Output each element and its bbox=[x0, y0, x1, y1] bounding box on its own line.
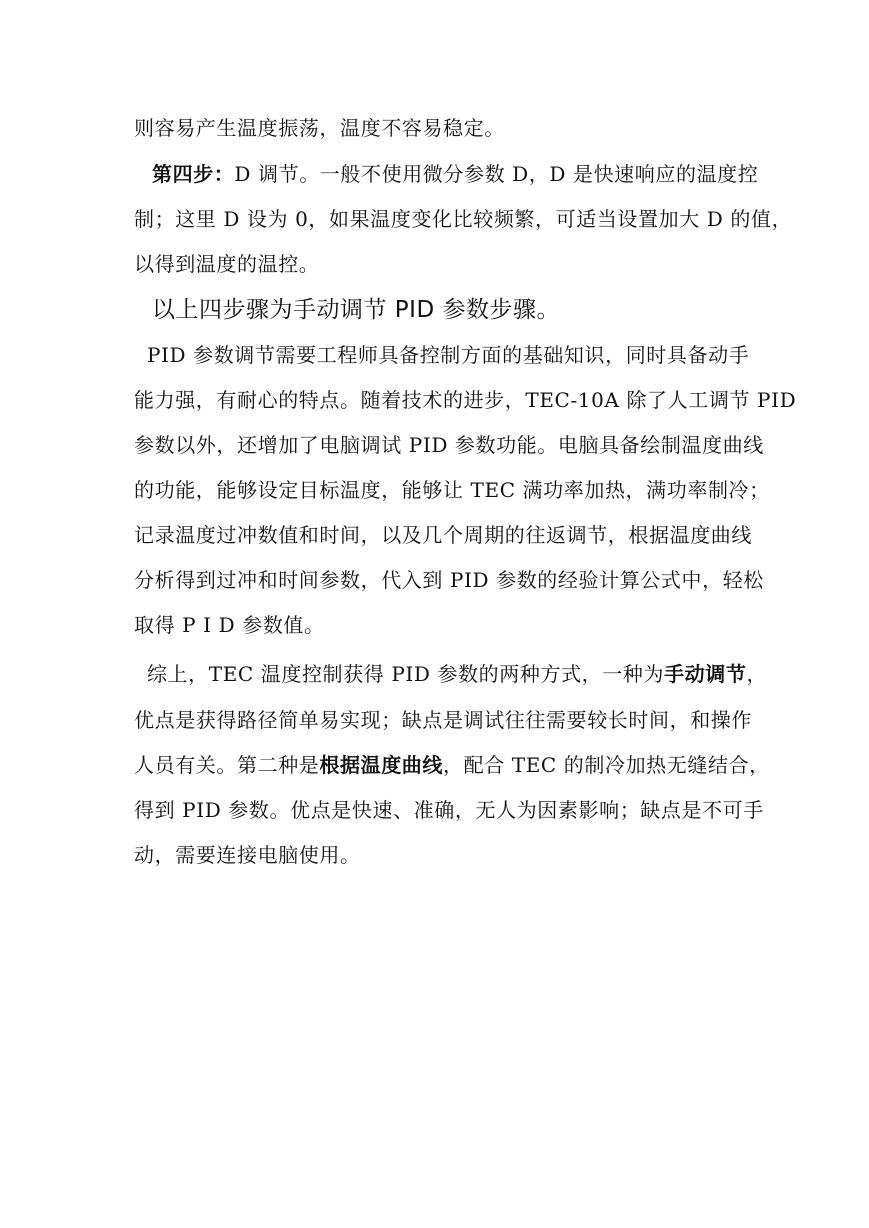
summary-line-3 bbox=[134, 753, 770, 777]
step4-line-3: 以得到温度的温控。 bbox=[134, 252, 320, 276]
pid-paragraph-line-2: 能力强，有耐心的特点。随着技术的进步，TEC-10A 除了人工调节 PID bbox=[134, 388, 797, 412]
step4-line-2: 制；这里 D 设为 0，如果温度变化比较频繁，可适当设置加大 D 的值， bbox=[134, 207, 793, 231]
pid-paragraph-line-6: 分析得到过冲和时间参数，代入到 PID 参数的经验计算公式中，轻松 bbox=[134, 568, 764, 592]
pid-paragraph-line-4: 的功能，能够设定目标温度，能够让 TEC 满功率加热，满功率制冷； bbox=[134, 478, 770, 502]
pid-paragraph-line-1: PID 参数调节需要工程师具备控制方面的基础知识，同时具备动手 bbox=[140, 343, 750, 367]
step4-line-1-text: D 调节。一般不使用微分参数 D，D 是快速响应的温度控 bbox=[234, 162, 759, 186]
summary-line-3-pre: 人员有关。第二种是 bbox=[134, 753, 320, 777]
summary-line-1-pre: 综上，TEC 温度控制获得 PID 参数的两种方式，一种为 bbox=[140, 662, 665, 686]
pid-paragraph-line-5: 记录温度过冲数值和时间，以及几个周期的往返调节，根据温度曲线 bbox=[134, 523, 752, 547]
summary-line-5: 动，需要连接电脑使用。 bbox=[134, 843, 361, 867]
summary-manual-tuning: 手动调节 bbox=[664, 662, 747, 686]
summary-line-1 bbox=[140, 662, 767, 686]
summary-temperature-curve: 根据温度曲线 bbox=[319, 753, 444, 777]
step4-label: 第四步： bbox=[152, 162, 235, 186]
prev-paragraph-line: 则容易产生温度振荡，温度不容易稳定。 bbox=[134, 116, 505, 140]
step4-line-1 bbox=[152, 162, 758, 186]
summary-line-1-post: ， bbox=[746, 662, 768, 686]
pid-paragraph-line-7: 取得 P I D 参数值。 bbox=[134, 613, 325, 637]
summary-line-2: 优点是获得路径简单易实现；缺点是调试往往需要较长时间，和操作 bbox=[134, 708, 752, 732]
section-heading: 以上四步骤为手动调节 PID 参数步骤。 bbox=[152, 297, 560, 323]
summary-line-3-post: ，配合 TEC 的制冷加热无缝结合， bbox=[443, 753, 770, 777]
pid-paragraph-line-3: 参数以外，还增加了电脑调试 PID 参数功能。电脑具备绘制温度曲线 bbox=[134, 433, 764, 457]
summary-line-4: 得到 PID 参数。优点是快速、准确，无人为因素影响；缺点是不可手 bbox=[134, 798, 764, 822]
